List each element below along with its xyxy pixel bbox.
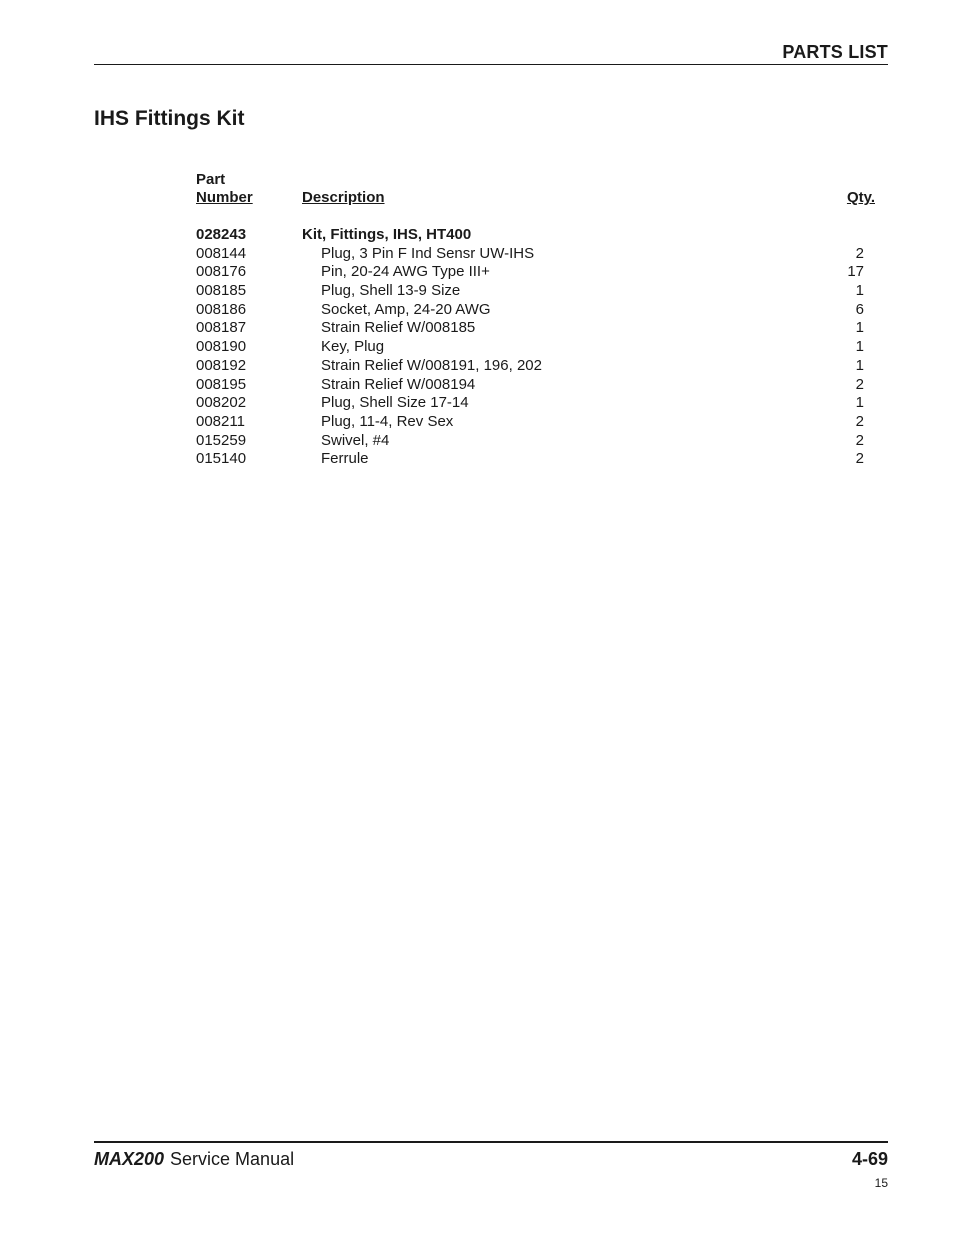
part-number: 015259 bbox=[196, 431, 247, 449]
part-header-line2: Number bbox=[196, 189, 253, 206]
footer-manual-label: Service Manual bbox=[170, 1149, 295, 1169]
part-qty: 1 bbox=[855, 338, 864, 356]
section-title: IHS Fittings Kit bbox=[94, 107, 245, 130]
footer-manual-title bbox=[94, 1149, 294, 1170]
page-header-title: PARTS LIST bbox=[782, 42, 888, 62]
part-qty: 2 bbox=[855, 375, 864, 393]
footer-sheet-number: 15 bbox=[874, 1176, 888, 1190]
kit-row bbox=[196, 226, 876, 245]
part-description: Pin, 20-24 AWG Type III+ bbox=[321, 263, 490, 281]
part-qty: 2 bbox=[855, 450, 864, 468]
parts-table bbox=[196, 226, 876, 469]
part-number: 008176 bbox=[196, 263, 247, 281]
table-row bbox=[196, 282, 876, 301]
part-description: Strain Relief W/008185 bbox=[321, 319, 476, 337]
part-description: Socket, Amp, 24-20 AWG bbox=[321, 300, 491, 318]
part-qty: 2 bbox=[855, 244, 864, 262]
table-row bbox=[196, 450, 876, 469]
part-number: 008192 bbox=[196, 356, 247, 374]
part-number: 008185 bbox=[196, 282, 247, 300]
part-number: 008187 bbox=[196, 319, 247, 337]
table-row bbox=[196, 376, 876, 395]
part-number: 015140 bbox=[196, 450, 247, 468]
table-row bbox=[196, 413, 876, 432]
part-description: Strain Relief W/008191, 196, 202 bbox=[321, 356, 542, 374]
part-number: 008202 bbox=[196, 394, 247, 412]
part-description: Key, Plug bbox=[321, 338, 385, 356]
part-qty: 2 bbox=[855, 431, 864, 449]
header-divider bbox=[94, 64, 888, 65]
part-number: 008211 bbox=[196, 412, 245, 430]
table-row bbox=[196, 394, 876, 413]
part-number: 008195 bbox=[196, 375, 247, 393]
table-row bbox=[196, 301, 876, 320]
part-description: Plug, 3 Pin F Ind Sensr UW-IHS bbox=[321, 244, 535, 262]
part-description: Ferrule bbox=[321, 450, 369, 468]
kit-description: Kit, Fittings, IHS, HT400 bbox=[302, 226, 472, 243]
qty-header-label: Qty. bbox=[846, 189, 875, 206]
table-row bbox=[196, 263, 876, 282]
part-qty: 6 bbox=[855, 300, 864, 318]
part-description: Plug, 11-4, Rev Sex bbox=[321, 412, 454, 430]
table-row bbox=[196, 432, 876, 451]
description-column-header bbox=[302, 189, 385, 207]
table-row bbox=[196, 319, 876, 338]
table-row bbox=[196, 338, 876, 357]
part-description: Plug, Shell Size 17-14 bbox=[321, 394, 469, 412]
part-description: Swivel, #4 bbox=[321, 431, 390, 449]
part-header-line1: Part bbox=[196, 171, 226, 188]
part-qty: 17 bbox=[847, 263, 864, 281]
table-row bbox=[196, 357, 876, 376]
part-qty: 1 bbox=[855, 394, 864, 412]
part-qty: 1 bbox=[855, 356, 864, 374]
part-number: 008190 bbox=[196, 338, 247, 356]
part-description: Plug, Shell 13-9 Size bbox=[321, 282, 461, 300]
part-number-column-header bbox=[196, 171, 253, 207]
part-qty: 1 bbox=[855, 282, 864, 300]
part-number: 008144 bbox=[196, 244, 247, 262]
footer-model: MAX200 bbox=[94, 1149, 165, 1169]
part-description: Strain Relief W/008194 bbox=[321, 375, 476, 393]
qty-column-header bbox=[800, 189, 875, 207]
part-number: 008186 bbox=[196, 300, 247, 318]
footer-divider bbox=[94, 1141, 888, 1143]
table-row bbox=[196, 245, 876, 264]
part-qty: 1 bbox=[855, 319, 864, 337]
description-header-label: Description bbox=[302, 189, 385, 206]
footer-page-number: 4-69 bbox=[851, 1149, 888, 1169]
kit-part-number: 028243 bbox=[196, 226, 247, 243]
part-qty: 2 bbox=[855, 412, 864, 430]
